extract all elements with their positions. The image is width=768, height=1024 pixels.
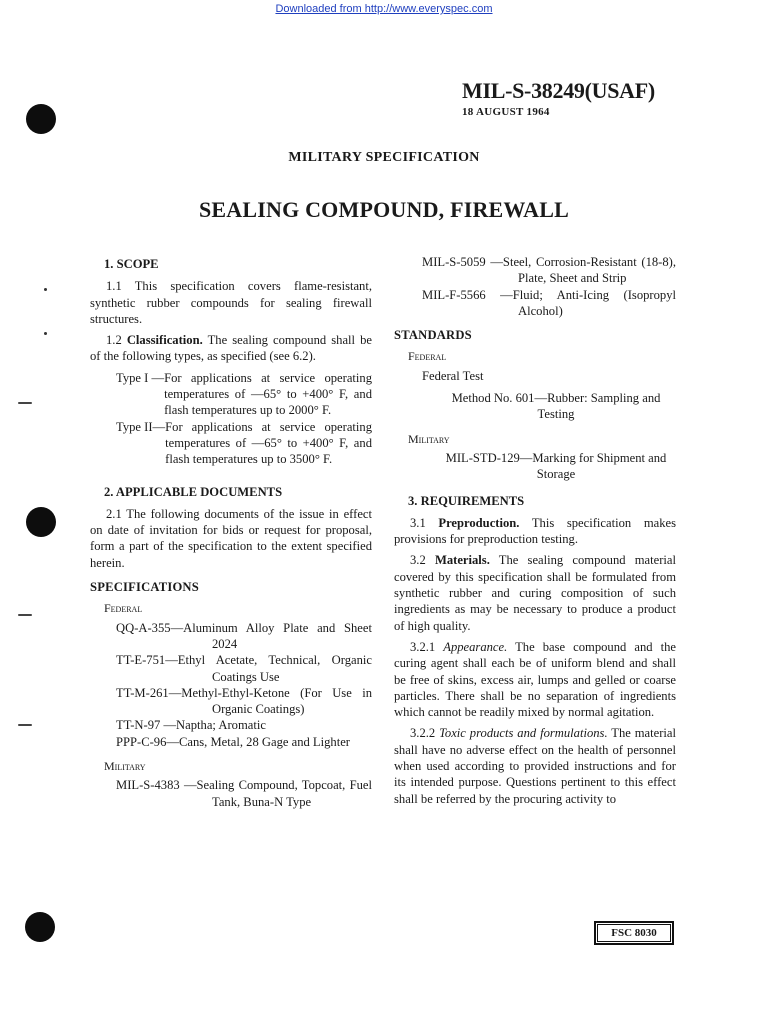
paragraph-2-1: 2.1 The following documents of the issue in effect on date of invitation for bids or request for proposal, form a part of the specification to the extent specified herein. bbox=[90, 506, 372, 570]
reference-item: TT-M-261—Methyl-Ethyl-Ketone (For Use in Organic Coatings) bbox=[116, 685, 372, 717]
punch-hole-bottom bbox=[25, 912, 55, 942]
federal-test-label: Federal Test bbox=[422, 368, 484, 383]
left-column bbox=[90, 256, 372, 810]
specifications-heading: SPECIFICATIONS bbox=[90, 580, 199, 595]
military-label: Military bbox=[104, 759, 146, 774]
paragraph-lead: Classification. bbox=[126, 333, 203, 348]
section-heading-scope: 1. SCOPE bbox=[104, 257, 159, 271]
paragraph-3-1 bbox=[394, 515, 676, 548]
paragraph-1-1: 1.1 This specification covers flame-resistant, synthetic rubber compounds for sealing firewall structures. bbox=[90, 279, 372, 326]
reference-item: TT-N-97 —Naptha; Aromatic bbox=[116, 718, 266, 733]
type-description: For applications at service operating temperatures of —65° to +400° F, and flash temperatures up to 2000° F. bbox=[164, 370, 372, 418]
fsc-code-box bbox=[594, 921, 674, 945]
paragraph-number: 3.1 bbox=[410, 515, 426, 530]
scan-mark bbox=[18, 402, 32, 404]
paragraph-body: The material shall have no adverse effect on the health of personnel when used according to provided instructions and for its intended purpose. Questions pertinent to this effect shall be referred by the procuring activity to bbox=[394, 726, 676, 806]
download-source-link[interactable]: Downloaded from http://www.everyspec.com bbox=[275, 3, 493, 15]
federal-label: Federal bbox=[104, 601, 143, 616]
type-label: Type II— bbox=[116, 419, 166, 434]
paragraph-lead: Materials. bbox=[434, 553, 490, 568]
paragraph-3-2 bbox=[394, 552, 676, 633]
punch-hole-middle bbox=[26, 507, 56, 537]
paragraph-lead: Preproduction. bbox=[438, 515, 520, 530]
paragraph-number: 1.2 bbox=[106, 333, 122, 348]
scan-mark bbox=[44, 288, 47, 291]
section-heading-requirements: 3. REQUIREMENTS bbox=[408, 493, 525, 508]
paragraph-number: 3.2 bbox=[410, 553, 426, 568]
type-description: For applications at service operating temperatures of —65° to +400° F, and flash temperatures up to 3500° F. bbox=[165, 419, 372, 467]
reference-item: PPP-C-96—Cans, Metal, 28 Gage and Lighter bbox=[116, 734, 351, 749]
reference-item: TT-E-751—Ethyl Acetate, Technical, Organic Coatings Use bbox=[116, 653, 372, 684]
federal-test-method: Method No. 601—Rubber: Sampling and Testing bbox=[451, 391, 661, 422]
paragraph-number: 3.2.2 bbox=[410, 726, 436, 741]
standards-heading: STANDARDS bbox=[394, 328, 472, 343]
spec-date: 18 AUGUST 1964 bbox=[462, 106, 550, 118]
punch-hole-top bbox=[26, 104, 56, 134]
paragraph-body: The base compound and the curing agent shall each be of uniform blend and shall be free of skins, excess air, lumps and gelled or coarse particles. There shall be no separation of ingredients which cannot be readily mixed by normal agitation. bbox=[394, 639, 676, 720]
reference-item: MIL-S-4383 —Sealing Compound, Topcoat, Fuel Tank, Buna-N Type bbox=[116, 778, 372, 809]
document-title: SEALING COMPOUND, FIREWALL bbox=[198, 197, 570, 222]
paragraph-3-2-2 bbox=[394, 725, 676, 806]
right-column bbox=[394, 254, 676, 812]
paragraph-lead: Appearance. bbox=[443, 639, 508, 654]
paragraph-1-2 bbox=[90, 332, 372, 365]
type-item bbox=[116, 370, 372, 419]
document-category: MILITARY SPECIFICATION bbox=[288, 150, 480, 165]
scan-mark bbox=[18, 614, 32, 616]
spec-number: MIL-S-38249(USAF) bbox=[462, 78, 655, 103]
type-label: Type I — bbox=[116, 370, 165, 385]
type-item bbox=[116, 419, 372, 468]
reference-item: MIL-F-5566 —Fluid; Anti-Icing (Isopropyl Alcohol) bbox=[422, 287, 676, 318]
reference-item: MIL-S-5059 —Steel, Corrosion-Resistant (18-8), Plate, Sheet and Strip bbox=[422, 255, 676, 286]
standards-military-label: Military bbox=[408, 431, 450, 446]
scan-mark bbox=[18, 724, 32, 726]
paragraph-body: The sealing compound shall be of the following types, as specified (see 6.2). bbox=[90, 333, 372, 364]
paragraph-body: This specification makes provisions for preproduction testing. bbox=[394, 515, 676, 547]
fsc-code: FSC 8030 bbox=[611, 927, 657, 939]
standards-federal-label: Federal bbox=[408, 349, 447, 364]
scan-mark bbox=[44, 332, 47, 335]
paragraph-3-2-1 bbox=[394, 639, 676, 720]
paragraph-body: The sealing compound material covered by this specification shall be formulated from synthetic rubber and curing composition of such ingredients as may be necessary to produce a product of high quality. bbox=[394, 553, 676, 633]
military-standard: MIL-STD-129—Marking for Shipment and Storage bbox=[445, 450, 667, 482]
paragraph-number: 3.2.1 bbox=[410, 639, 436, 654]
section-heading-applicable-documents: 2. APPLICABLE DOCUMENTS bbox=[104, 484, 283, 499]
paragraph-lead: Toxic products and formulations. bbox=[439, 726, 608, 741]
reference-item: QQ-A-355—Aluminum Alloy Plate and Sheet 2024 bbox=[116, 620, 372, 651]
